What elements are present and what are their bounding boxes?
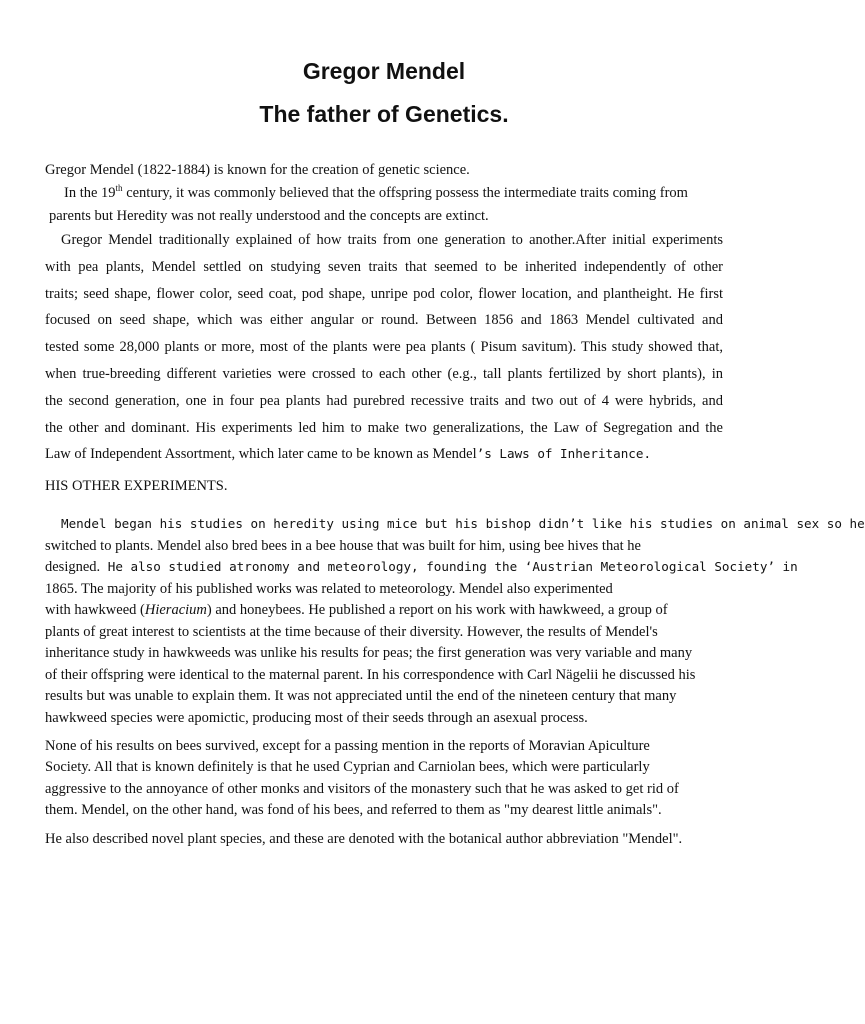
para1-line-7: the second generation, one in four pea plants had purebred recessive traits and two out of 4 were hybrids, and: [45, 393, 723, 409]
para2-line-4: 1865. The majority of his published works was related to meteorology. Mendel also experimented: [45, 581, 613, 597]
para1-line-9: [45, 446, 651, 463]
para1-line-6: when true-breeding different varieties were crossed to each other (e.g., tall plants fertilized by short plants), in: [45, 366, 723, 382]
para2-line-8: of their offspring were identical to the maternal parent. In his correspondence with Carl Nägelii he discussed his: [45, 667, 696, 683]
para3-line-4: them. Mendel, on the other hand, was fond of his bees, and referred to them as "my dearest little animals".: [45, 802, 662, 818]
para1-line-9-text: Law of Independent Assortment, which later came to be known as Mendel: [45, 446, 477, 462]
italic-hieracium: Hieracium: [144, 602, 207, 618]
para2-line-7: inheritance study in hawkweeds was unlike his results for peas; the first generation was very variable and many: [45, 645, 693, 661]
intro-line-3: parents but Heredity was not really understood and the concepts are extinct.: [49, 208, 489, 224]
para1-line-4: focused on seed shape, which was either angular or round. Between 1856 and 1863 Mendel cultivated and: [45, 312, 723, 328]
para2-line-3-text: designed.: [45, 559, 101, 575]
intro-line-2-rest: century, it was commonly believed that the offspring possess the intermediate traits coming from: [122, 185, 688, 201]
page-subtitle: The father of Genetics.: [259, 101, 509, 127]
para2-line-5-rest: ) and honeybees. He published a report on his work with hawkweed, a group of: [206, 602, 668, 618]
para2-line-3: [45, 559, 798, 576]
para2-line-1: Mendel began his studies on heredity using mice but his bishop didn’t like his studies on animal sex so he: [61, 516, 865, 531]
para3-line-2: Society. All that is known definitely is that he used Cyprian and Carniolan bees, which were particularly: [45, 759, 650, 775]
page-title: Gregor Mendel: [302, 58, 466, 84]
para1-line-3: traits; seed shape, flower color, seed coat, pod shape, unripe pod color, flower location, and plantheight. He first: [45, 286, 723, 302]
para2-line-9: results but was unable to explain them. It was not appreciated until the end of the nineteen century that many: [45, 688, 677, 704]
section-heading-other-experiments: HIS OTHER EXPERIMENTS.: [45, 478, 228, 494]
para2-line-10: hawkweed species were apomictic, producing most of their seeds through an asexual process.: [45, 710, 588, 726]
para3-line-1: None of his results on bees survived, except for a passing mention in the reports of Moravian Apiculture: [45, 738, 650, 754]
intro-line-2: [64, 185, 688, 202]
para2-line-2: switched to plants. Mendel also bred bees in a bee house that was built for him, using bee hives that he: [45, 538, 641, 554]
para2-line-6: plants of great interest to scientists at the time because of their diversity. However, the results of Mendel's: [45, 624, 658, 640]
para4-line-1: He also described novel plant species, and these are denoted with the botanical author abbreviation "Mendel".: [45, 831, 683, 847]
para1-line-8: the other and dominant. His experiments led him to make two generalizations, the Law of Segregation and the: [45, 420, 723, 436]
superscript-th: th: [115, 183, 123, 194]
para3-line-3: aggressive to the annoyance of other monks and visitors of the monastery such that he was asked to get rid of: [45, 781, 679, 797]
para2-line-5: [45, 602, 668, 619]
para1-line-9-end: ’s Laws of Inheritance.: [476, 446, 652, 461]
intro-line-1: Gregor Mendel (1822-1884) is known for the creation of genetic science.: [45, 162, 470, 178]
intro-line-2-text: In the 19: [64, 185, 116, 201]
para2-line-3-rest: He also studied atronomy and meteorology, founding the ‘Austrian Meteorological Society’ in: [100, 559, 798, 574]
para1-line-5: tested some 28,000 plants or more, most of the plants were pea plants ( Pisum savitum). This study showed that,: [45, 339, 723, 355]
para2-line-5-text: with hawkweed (: [45, 602, 145, 618]
para1-line-2: with pea plants, Mendel settled on studying seven traits that seemed to be inherited independently of other: [45, 259, 723, 275]
para1-line-1: Gregor Mendel traditionally explained of how traits from one generation to another.After initial experiments: [61, 232, 723, 248]
